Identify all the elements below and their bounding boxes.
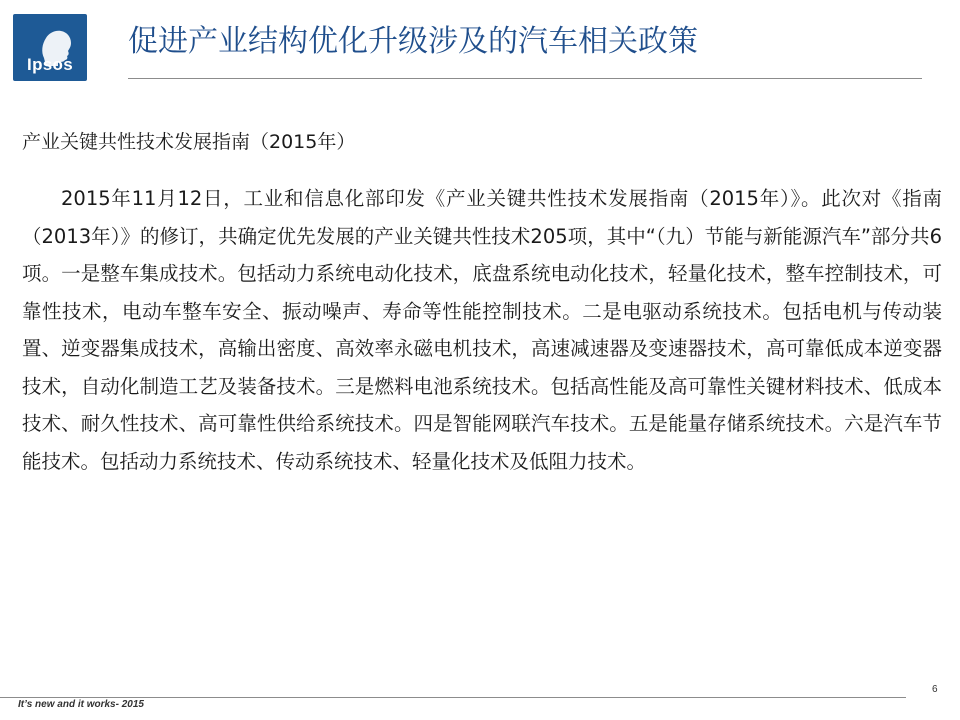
body-paragraph: 2015年11月12日，工业和信息化部印发《产业关键共性技术发展指南（2015年）》。此次对《指南（2013年）》的修订，共确定优先发展的产业关键共性技术205项，其中“（九）节能与新能源汽车”部分共6项。一是整车集成技术。包括动力系统电动化技术，底盘系统电动化技术，轻量化技术，整车控制技术，可靠性技术，电动车整车安全、振动噪声、寿命等性能控制技术。二是电驱动系统技术。包括电机与传动装置、逆变器集成技术，高输出密度、高效率永磁电机技术，高速减速器及变速器技术，高可靠低成本逆变器技术，自动化制造工艺及装备技术。三是燃料电池系统技术。包括高性能及高可靠性关键材料技术、低成本技术、耐久性技术、高可靠性供给系统技术。四是智能网联汽车技术。五是能量存储系统技术。六是汽车节能技术。包括动力系统技术、传动系统技术、轻量化技术及低阻力技术。	[22, 187, 942, 473]
ipsos-logo	[13, 14, 87, 81]
title-divider	[128, 78, 922, 79]
footer-divider	[0, 697, 906, 698]
page-title: 促进产业结构优化升级涉及的汽车相关政策	[128, 24, 698, 59]
logo-wordmark: Ipsos	[27, 55, 73, 74]
page-number: 6	[932, 684, 938, 695]
footer-tagline: It’s new and it works- 2015	[18, 699, 144, 710]
section-heading: 产业关键共性技术发展指南（2015年）	[22, 131, 356, 153]
